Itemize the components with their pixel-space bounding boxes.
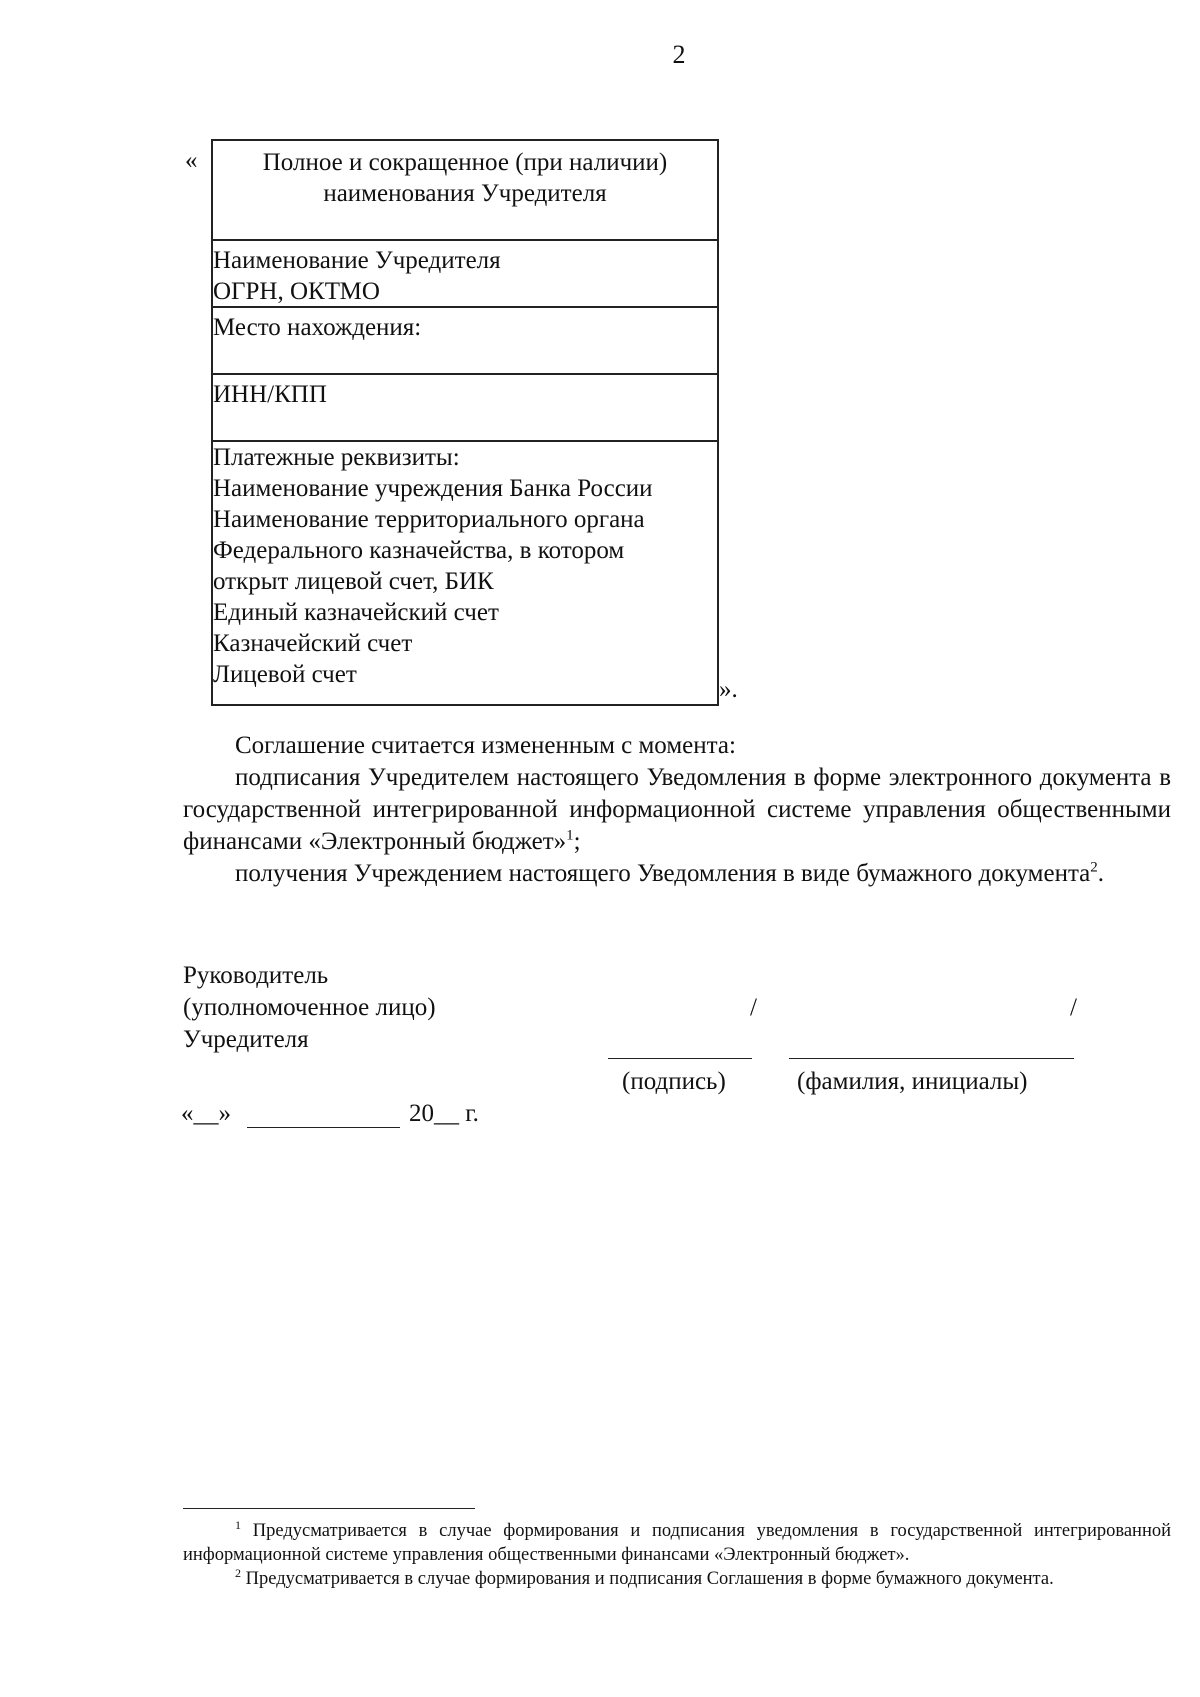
amendment-item-electronic: подписания Учредителем настоящего Уведомления в форме электронного документа в государственной интегрированной информационной системе управления общественными финансами «Электронный бюджет»$^1$;	[183, 764, 1171, 855]
founder-name-label: Наименование Учредителя	[213, 247, 501, 274]
date-year: 20__ г.	[409, 1100, 479, 1127]
table-row-name	[213, 241, 717, 308]
bank-institution-label: Наименование учреждения Банка России	[213, 475, 653, 502]
founder-requisites-table	[211, 139, 719, 706]
signature-slash-2: /	[1070, 994, 1077, 1021]
inn-kpp-label: ИНН/КПП	[213, 381, 327, 408]
signatory-title-line-3: Учредителя	[183, 1026, 309, 1053]
name-line	[789, 1058, 1074, 1059]
table-header-cell	[213, 141, 717, 241]
table-header-line-1: Полное и сокращенное (при наличии)	[262, 149, 668, 176]
table-header-line-2: наименования Учредителя	[323, 180, 607, 207]
page-number: 2	[672, 40, 686, 69]
date-day: «__»	[181, 1100, 231, 1127]
footnote-2: $^2$ Предусматривается в случае формирования и подписания Соглашения в форме бумажного документа.	[235, 1565, 1054, 1589]
ogrn-oktmo-label: ОГРН, ОКТМО	[213, 278, 380, 305]
table-close-quote: ».	[719, 676, 738, 703]
treasury-account-label: Казначейский счет	[213, 630, 413, 657]
treasury-body-label-3: открыт лицевой счет, БИК	[213, 568, 494, 595]
table-row-location	[213, 308, 717, 375]
table-row-payment-details	[213, 442, 717, 704]
personal-account-label: Лицевой счет	[213, 661, 357, 688]
footnote-separator	[183, 1508, 475, 1509]
single-treasury-account-label: Единый казначейский счет	[213, 599, 499, 626]
table-open-quote: «	[185, 147, 198, 174]
signature-line	[608, 1058, 752, 1059]
footnote-ref-1: 1	[566, 827, 574, 844]
table-row-inn-kpp	[213, 375, 717, 442]
footnote-1: $^1$ Предусматривается в случае формирования и подписания уведомления в государственной интегрированной информационной системе управления общественными финансами «Электронный бюджет».	[183, 1517, 1171, 1565]
signature-slash-1: /	[750, 994, 757, 1021]
payment-details-label: Платежные реквизиты:	[213, 444, 460, 471]
footnote-ref-2: 2	[1090, 859, 1098, 876]
treasury-body-label-1: Наименование территориального органа	[213, 506, 645, 533]
amendment-intro: Соглашение считается измененным с момента:	[235, 732, 736, 759]
amendment-item-paper: получения Учреждением настоящего Уведомления в виде бумажного документа$^2$.	[235, 859, 1105, 887]
signature-caption: (подпись)	[622, 1068, 726, 1095]
signatory-title-line-1: Руководитель	[183, 962, 329, 989]
signatory-title-line-2: (уполномоченное лицо)	[183, 994, 436, 1021]
date-month-line	[247, 1127, 400, 1128]
treasury-body-label-2: Федерального казначейства, в котором	[213, 537, 625, 564]
name-caption: (фамилия, инициалы)	[797, 1068, 1028, 1095]
location-label: Место нахождения:	[213, 314, 422, 341]
